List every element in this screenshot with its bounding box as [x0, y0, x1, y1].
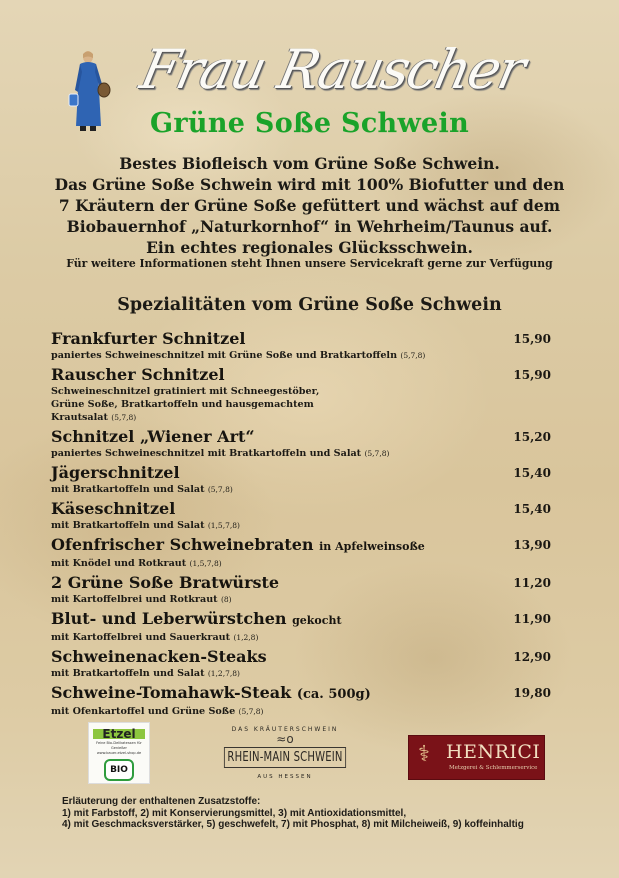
item-name: Blut- und Leberwürstchen — [51, 609, 287, 628]
menu-list — [51, 329, 555, 721]
brand-logo: Frau Rauscher — [135, 38, 530, 101]
additive-codes: (8) — [220, 595, 232, 604]
menu-item — [51, 647, 555, 680]
logo-tagline-bottom: AUS HESSEN — [257, 774, 313, 780]
menu-item — [51, 329, 555, 362]
item-note: (ca. 500g) — [296, 687, 371, 702]
item-description: mit Kartoffelbrei und Rotkraut — [51, 594, 218, 605]
intro-line: 7 Kräutern der Grüne Soße gefüttert und wächst auf dem — [58, 196, 561, 215]
page-title: Grüne Soße Schwein — [150, 108, 469, 139]
item-description: paniertes Schweineschnitzel mit Grüne Soße und Bratkartoffeln — [51, 350, 398, 361]
rhein-main-schwein-logo — [210, 722, 360, 790]
item-price: 15,90 — [513, 368, 551, 382]
intro-line: Biobauernhof „Naturkornhof“ in Wehrheim/Taunus auf. — [66, 217, 553, 236]
item-name: Schnitzel „Wiener Art“ — [51, 427, 255, 446]
item-description: paniertes Schweineschnitzel mit Bratkartoffeln und Salat — [51, 448, 362, 459]
item-description: mit Kartoffelbrei und Sauerkraut — [51, 632, 231, 643]
menu-item — [51, 609, 555, 644]
additives-legend — [62, 796, 582, 831]
henrici-logo — [408, 735, 545, 780]
item-name: Schweinenacken-Steaks — [51, 647, 267, 666]
section-title: Spezialitäten vom Grüne Soße Schwein — [117, 295, 502, 315]
item-name: Jägerschnitzel — [51, 463, 180, 482]
menu-item — [51, 683, 555, 718]
menu-item — [51, 535, 555, 570]
menu-item — [51, 427, 555, 460]
additive-codes: (1,5,7,8) — [207, 521, 240, 530]
item-description: mit Bratkartoffeln und Salat — [51, 520, 205, 531]
item-description: mit Ofenkartoffel und Grüne Soße — [51, 706, 236, 717]
bio-seal-icon: BIO — [104, 759, 134, 781]
legend-line: 1) mit Farbstoff, 2) mit Konservierungsmittel, 3) mit Antioxidationsmittel, — [62, 807, 407, 819]
item-price: 13,90 — [513, 538, 551, 552]
intro-text — [0, 153, 619, 258]
logo-name: RHEIN-MAIN SCHWEIN — [224, 747, 346, 768]
etzel-name: Etzel — [102, 727, 136, 741]
service-info: Für weitere Informationen steht Ihnen unsere Servicekraft gerne zur Verfügung — [66, 257, 553, 270]
item-price: 15,90 — [513, 332, 551, 346]
item-price: 19,80 — [513, 686, 551, 700]
item-name: 2 Grüne Soße Bratwürste — [51, 573, 280, 592]
item-description: mit Bratkartoffeln und Salat — [51, 484, 205, 495]
item-description: mit Bratkartoffeln und Salat — [51, 668, 205, 679]
item-note: gekocht — [292, 614, 342, 627]
etzel-tagline: Feine Bio-Delikatessen für Genießer — [96, 741, 142, 750]
etzel-bio-logo — [88, 722, 150, 784]
legend-line: 4) mit Geschmacksverstärker, 5) geschwefelt, 7) mit Phosphat, 8) mit Milcheiweiß, 9) koffeinhaltig — [62, 819, 524, 830]
etzel-url: www.bauer-etzel-shop.de — [96, 751, 142, 755]
item-name: Käseschnitzel — [51, 499, 176, 518]
menu-item — [51, 573, 555, 606]
item-description: mit Knödel und Rotkraut — [51, 558, 187, 569]
intro-line: Bestes Biofleisch vom Grüne Soße Schwein. — [119, 154, 500, 173]
item-note: in Apfelweinsoße — [319, 540, 425, 553]
henrici-subtitle: Metzgerei & Schlemmerservice — [449, 765, 538, 771]
item-price: 11,20 — [513, 576, 551, 590]
item-name: Ofenfrischer Schweinebraten — [51, 535, 314, 554]
item-name: Schweine-Tomahawk-Steak — [51, 683, 292, 702]
item-price: 15,40 — [513, 466, 551, 480]
additive-codes: (5,7,8) — [207, 485, 233, 494]
additive-codes: (5,7,8) — [364, 449, 390, 458]
additive-codes: (1,2,7,8) — [207, 669, 240, 678]
additive-codes: (1,5,7,8) — [189, 559, 222, 568]
logo-tagline-top: DAS KRÄUTERSCHWEIN — [231, 726, 339, 733]
menu-item — [51, 463, 555, 496]
item-name: Rauscher Schnitzel — [51, 365, 225, 384]
henrici-name: HENRICI — [446, 741, 541, 763]
additive-codes: (5,7,8) — [400, 351, 426, 360]
menu-item — [51, 499, 555, 532]
additive-codes: (5,7,8) — [238, 707, 264, 716]
item-name: Frankfurter Schnitzel — [51, 329, 246, 348]
pig-tail-icon: ≈о — [276, 732, 294, 746]
legend-title: Erläuterung der enthaltenen Zusatzstoffe: — [62, 796, 261, 807]
item-price: 15,20 — [513, 430, 551, 444]
item-description: Schweineschnitzel gratiniert mit Schneegestöber, Grüne Soße, Bratkartoffeln und hausgemachtem Krautsalat — [51, 386, 320, 423]
item-price: 12,90 — [513, 650, 551, 664]
intro-line: Ein echtes regionales Glücksschwein. — [146, 238, 473, 257]
item-price: 15,40 — [513, 502, 551, 516]
caduceus-icon: ⚕ — [418, 742, 430, 767]
menu-item — [51, 365, 555, 424]
item-price: 11,90 — [513, 612, 551, 626]
additive-codes: (1,2,8) — [233, 633, 259, 642]
intro-line: Das Grüne Soße Schwein wird mit 100% Biofutter und den — [54, 175, 565, 194]
additive-codes: (5,7,8) — [111, 413, 137, 422]
